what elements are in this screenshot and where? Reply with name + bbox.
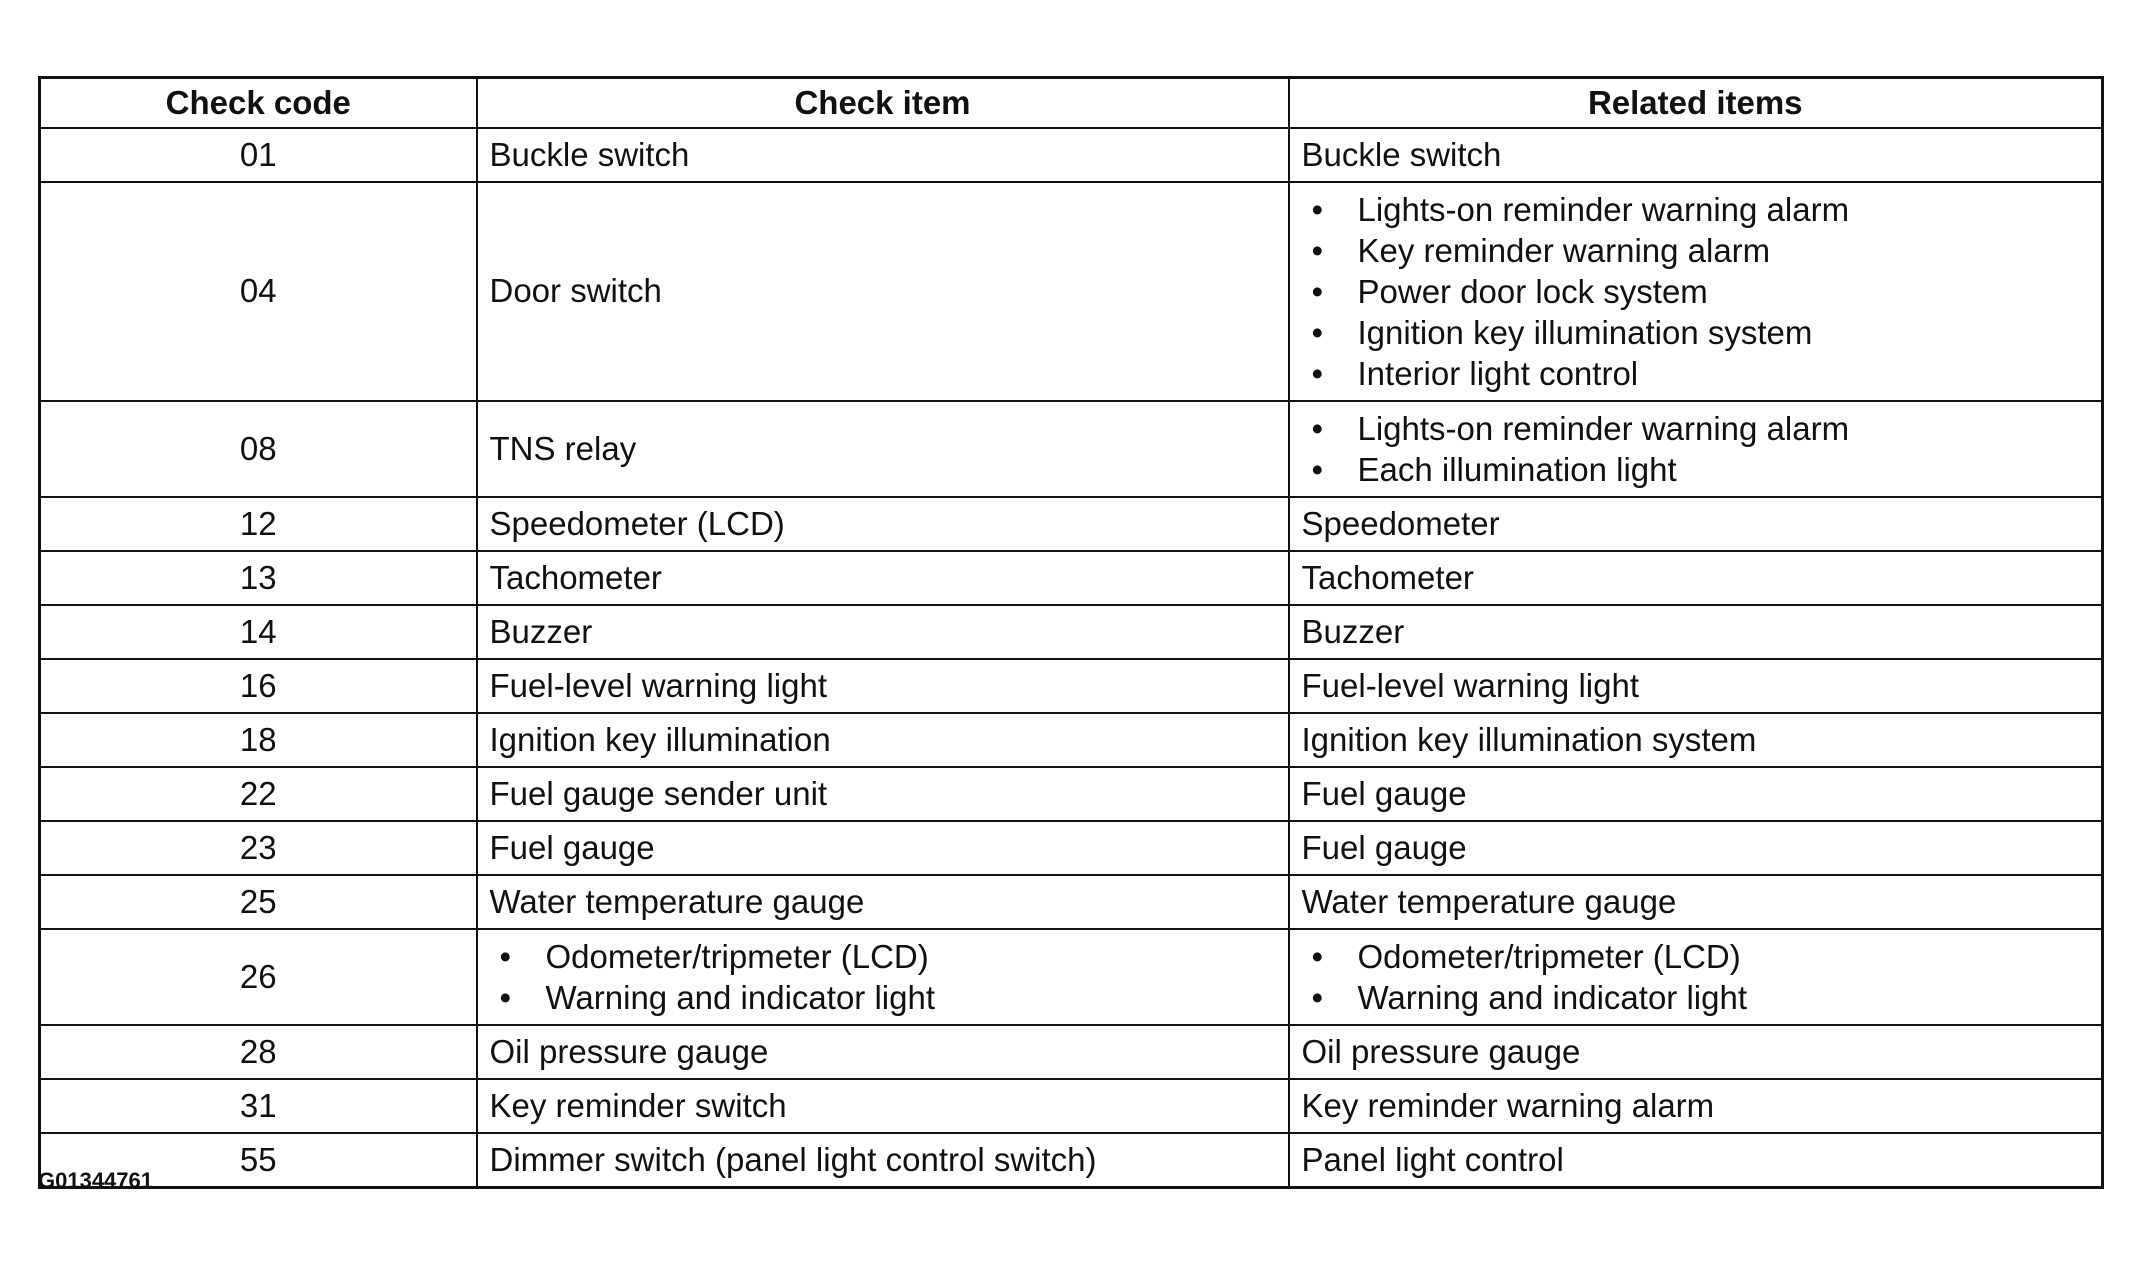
cell-text: Ignition key illumination [489, 720, 831, 758]
check-code-cell: 23 [40, 821, 477, 875]
cell-text: TNS relay [489, 429, 637, 467]
check-item-cell [477, 875, 1289, 929]
table-row [40, 497, 2103, 551]
related-items-cell [1289, 821, 2103, 875]
related-items-cell [1289, 875, 2103, 929]
related-items-cell [1289, 605, 2103, 659]
bullet-list [1302, 408, 2090, 490]
cell-text: Panel light control [1301, 1140, 1564, 1178]
check-item-cell [477, 1133, 1289, 1188]
check-item-cell [477, 1079, 1289, 1133]
check-item-cell [477, 767, 1289, 821]
cell-text: Oil pressure gauge [1301, 1032, 1581, 1070]
cell-text: Fuel gauge [489, 828, 655, 866]
cell-text: Fuel-level warning light [489, 666, 827, 704]
cell-text: Door switch [489, 272, 662, 309]
table-row [40, 1133, 2103, 1188]
list-item: • Warning and indicator light [490, 977, 1276, 1018]
check-code-cell: 08 [40, 401, 477, 497]
table-row [40, 875, 2103, 929]
table-row [40, 713, 2103, 767]
cell-text: Fuel gauge [1301, 828, 1467, 866]
check-item-cell [477, 659, 1289, 713]
related-items-cell [1289, 713, 2103, 767]
table-row [40, 1079, 2103, 1133]
check-item-cell [477, 401, 1289, 497]
check-item-cell [477, 713, 1289, 767]
list-item: • Odometer/tripmeter (LCD) [490, 936, 1276, 977]
cell-text: Buckle switch [489, 135, 690, 173]
related-items-cell [1289, 182, 2103, 401]
figure-id: G01344761 [38, 1168, 153, 1193]
cell-text: Tachometer [1301, 558, 1474, 596]
table-row [40, 659, 2103, 713]
check-item-cell [477, 551, 1289, 605]
check-code-cell: 12 [40, 497, 477, 551]
cell-text: Ignition key illumination system [1301, 720, 1757, 758]
check-code-cell: 16 [40, 659, 477, 713]
list-item: • Key reminder warning alarm [1302, 230, 2090, 271]
cell-text: Speedometer [1301, 504, 1500, 542]
check-code-cell: 28 [40, 1025, 477, 1079]
list-item: • Odometer/tripmeter (LCD) [1302, 936, 2090, 977]
cell-text: Buzzer [1301, 612, 1405, 650]
cell-text: Buzzer [489, 612, 593, 650]
cell-text: Water temperature gauge [489, 882, 865, 920]
check-code-cell: 04 [40, 182, 477, 401]
check-item-cell [477, 497, 1289, 551]
related-items-cell [1289, 1025, 2103, 1079]
table-row [40, 605, 2103, 659]
related-items-cell [1289, 929, 2103, 1025]
bullet-list [1302, 936, 2090, 1018]
cell-text: Fuel gauge [1301, 774, 1467, 812]
cell-text: Key reminder warning alarm [1301, 1086, 1715, 1124]
list-item: • Lights-on reminder warning alarm [1302, 408, 2090, 449]
check-code-table [38, 76, 2104, 1189]
table-row [40, 128, 2103, 182]
check-code-cell: 18 [40, 713, 477, 767]
check-code-cell: 01 [40, 128, 477, 182]
check-item-cell [477, 605, 1289, 659]
related-items-cell [1289, 128, 2103, 182]
header-check-item: Check item [477, 78, 1289, 128]
check-code-cell: 31 [40, 1079, 477, 1133]
check-item-cell [477, 182, 1289, 401]
list-item: • Interior light control [1302, 353, 2090, 394]
check-code-cell: 14 [40, 605, 477, 659]
list-item: • Power door lock system [1302, 271, 2090, 312]
list-item: • Warning and indicator light [1302, 977, 2090, 1018]
bullet-list [1302, 189, 2090, 394]
cell-text: Buckle switch [1301, 135, 1502, 173]
table-row [40, 929, 2103, 1025]
table-row [40, 1025, 2103, 1079]
header-check-code: Check code [40, 78, 477, 128]
check-item-cell [477, 1025, 1289, 1079]
header-related-items: Related items [1289, 78, 2103, 128]
table-row [40, 821, 2103, 875]
table-row [40, 551, 2103, 605]
check-code-cell: 55 [40, 1133, 477, 1188]
check-item-cell [477, 128, 1289, 182]
related-items-cell [1289, 767, 2103, 821]
cell-text: Key reminder switch [489, 1086, 787, 1124]
table-row [40, 182, 2103, 401]
related-items-cell [1289, 497, 2103, 551]
related-items-cell [1289, 1133, 2103, 1188]
table-body [40, 128, 2103, 1188]
table-row [40, 401, 2103, 497]
cell-text: Tachometer [489, 558, 662, 596]
related-items-cell [1289, 1079, 2103, 1133]
related-items-cell [1289, 659, 2103, 713]
list-item: • Ignition key illumination system [1302, 312, 2090, 353]
related-items-cell [1289, 401, 2103, 497]
bullet-list [490, 936, 1276, 1018]
table-row [40, 767, 2103, 821]
related-items-cell [1289, 551, 2103, 605]
table-header-row [40, 78, 2103, 128]
list-item: • Each illumination light [1302, 449, 2090, 490]
check-code-cell: 25 [40, 875, 477, 929]
cell-text: Speedometer (LCD) [489, 504, 785, 542]
cell-text: Fuel-level warning light [1301, 666, 1639, 704]
cell-text: Oil pressure gauge [489, 1032, 769, 1070]
list-item: • Lights-on reminder warning alarm [1302, 189, 2090, 230]
check-item-cell [477, 821, 1289, 875]
cell-text: Fuel gauge sender unit [489, 774, 828, 812]
check-code-cell: 13 [40, 551, 477, 605]
check-item-cell [477, 929, 1289, 1025]
check-code-cell: 22 [40, 767, 477, 821]
cell-text: Water temperature gauge [1301, 882, 1677, 920]
cell-text: Dimmer switch (panel light control switch) [489, 1140, 1097, 1178]
check-code-cell: 26 [40, 929, 477, 1025]
